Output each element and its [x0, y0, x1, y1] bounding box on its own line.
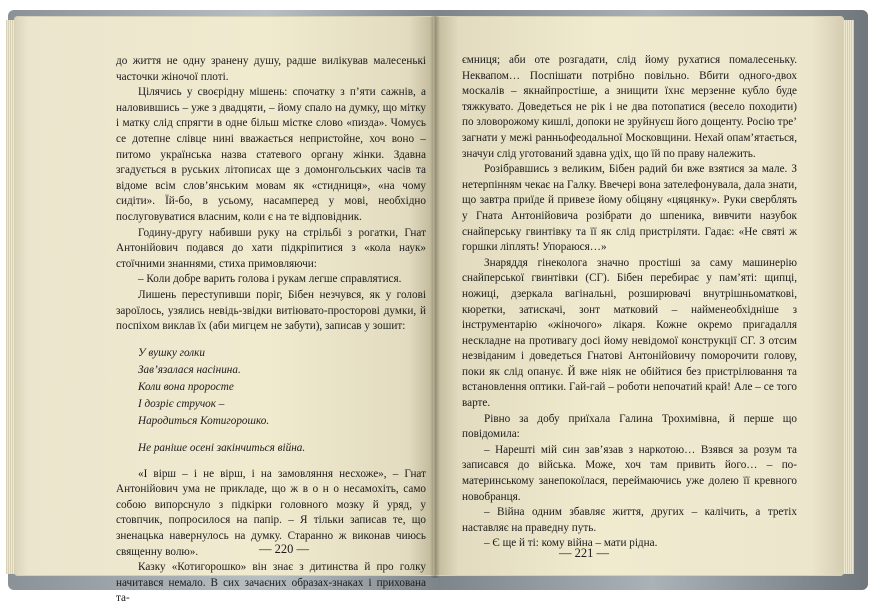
- dialogue-line: – Війна одним збавляє життя, других – калічить, а третіх наставляє на праведну путь.: [462, 506, 797, 534]
- right-page-text: [462, 53, 797, 552]
- paragraph: Казку «Котигорошко» він знає з дитинства й про голку начитався немало. В сих зачаєних образах-знаках і прихована та-: [116, 561, 426, 605]
- poem-line: Народиться Котигорошко.: [138, 414, 270, 427]
- book-gutter: [430, 16, 440, 578]
- poem-line: Зав’язалася насінина.: [138, 363, 241, 376]
- paragraph: Цілячись у своєрідну мішень: спочатку з п’яти сажнів, а наловившись – уже з двадцяти, – йому спало на думку, що мітку і матку слід спрягти в одне більш містке слово «пизда». Чомусь се дотепне слівце нині вважається непристойне, хоч воно – питомо українська назва статевого органу жінки. Здавна згадується в руських літописах ще з домонгольських часів та відоме всім слов’янським мовам як «стидниця», «на чому сидіти». Їй-бо, в усьому, насамперед у мові, необхідно послуговуватися власним, коли є на те відповідник.: [116, 86, 426, 223]
- dialogue-line: – Нарешті мій син зав’язав з наркотою… Взявся за розум та записався до війська. Може, хоч там привить його… – по-материнському занепокоїлася, переймаючись уже долею її кревного новобранця.: [462, 443, 797, 503]
- paragraph: Рівно за добу приїхала Галина Трохимівна, й перше що повідомила:: [462, 412, 797, 441]
- poem-line: Не раніше осені закінчиться війна.: [138, 441, 306, 454]
- paragraph: ємниця; аби оте розгадати, слід йому рухатися помалесеньку. Неквапом… Поспішати потрібно повільно. Вбити одного-двох москалів – якнайпростіше, а знищити їхнє мерзенне кубло буде тяжкувато. Доведеться не рік і не два потопатися (весело походити) по зловорожому кишлі, допоки не зруйнуєш його дощенту. Росію тре’ загнати у межі ранньофеодальної Московщини. Нехай опам’ятається, значуи слід уготований здавна удіх, що їй по праву належить.: [462, 54, 797, 160]
- paragraph: Лишень переступивши поріг, Бібен незчувся, як у голові зароїлось, узялись невідь-звідки витіювато-просторові думки, й поспіхом виклав їх (аби мигцем не забути), записав у зошит:: [116, 288, 426, 333]
- page-number: — 220 —: [259, 542, 309, 556]
- right-page: [434, 16, 844, 576]
- poem-line: І дозріє стручок –: [138, 397, 225, 410]
- left-page-text: [116, 54, 426, 607]
- paragraph: «І вірш – і не вірш, і на замовляння несхоже», – Гнат Антонійович ума не прикладе, що ж в о н о несамохіть, само собою випорснуло з підкірки головного мозку й уряд, у стовпчик, попросилося на папір. – Я тільки записав те, що зненацька навернулось на думку. Старанно ж виконав чиюсь священну волю».: [116, 467, 426, 558]
- poem: [138, 345, 426, 457]
- dialogue-line: – Коли добре варить голова і рукам легше справлятися.: [138, 273, 402, 286]
- open-book: [14, 6, 862, 605]
- paragraph: Знаряддя гінеколога значно простіші за саму машинерію снайперської гвинтівки (СГ). Бібен перебирає у пам’яті: щипці, ножиці, дзеркала вагінальні, розширювачі внутрішньоматкові, кюретки, затискачі, зонт матковий – найменеобхідніше з інструментарію «жіночого» лікаря. Кожне окремо пригадалля нескладне на противагу досі йому невідомої конструкції СГ. З отсим незвіданим і доведеться Гнатові Антонійовичу поморочити голову, поки як слід опанує. Й вже ніяк не обійтися без пристрілювання та встановлення оптики. Гай-гай – роботи непочатий край! Але – се того варте.: [462, 256, 797, 410]
- poem-line: У вушку голки: [138, 346, 205, 359]
- dialogue-line: – Є ще й ті: кому війна – мати рідна.: [484, 537, 658, 550]
- poem-line: Коли вона проросте: [138, 380, 234, 393]
- left-page: [14, 16, 434, 605]
- stanza-gap: [138, 430, 426, 440]
- page-number: — 221 —: [559, 546, 609, 560]
- paragraph: до життя не одну зранену душу, радше вилікував малесенькі часточки жіночої плоті.: [116, 55, 426, 83]
- paragraph: Розібравшись з великим, Бібен радий би вже взятися за мале. З нетерпінням чекає на Галку. Ввечері вона зателефонувала, дала знати, що завтра приїде й привезе йому обіцяну «цяцянку». Руки сверблять у Гната Антонійовича розібрати до шпеника, вивчити назубок снайперську гвинтівку та її як слід пристріляти. Гадає: «Не святі ж горшки ліплять! Упораюся…»: [462, 163, 797, 254]
- paragraph: Годину-другу набивши руку на стрільбі з рогатки, Гнат Антонійович подався до хати підкріпитися з «кола наук» стоїчними знаннями, стиха примовляючи:: [116, 226, 426, 270]
